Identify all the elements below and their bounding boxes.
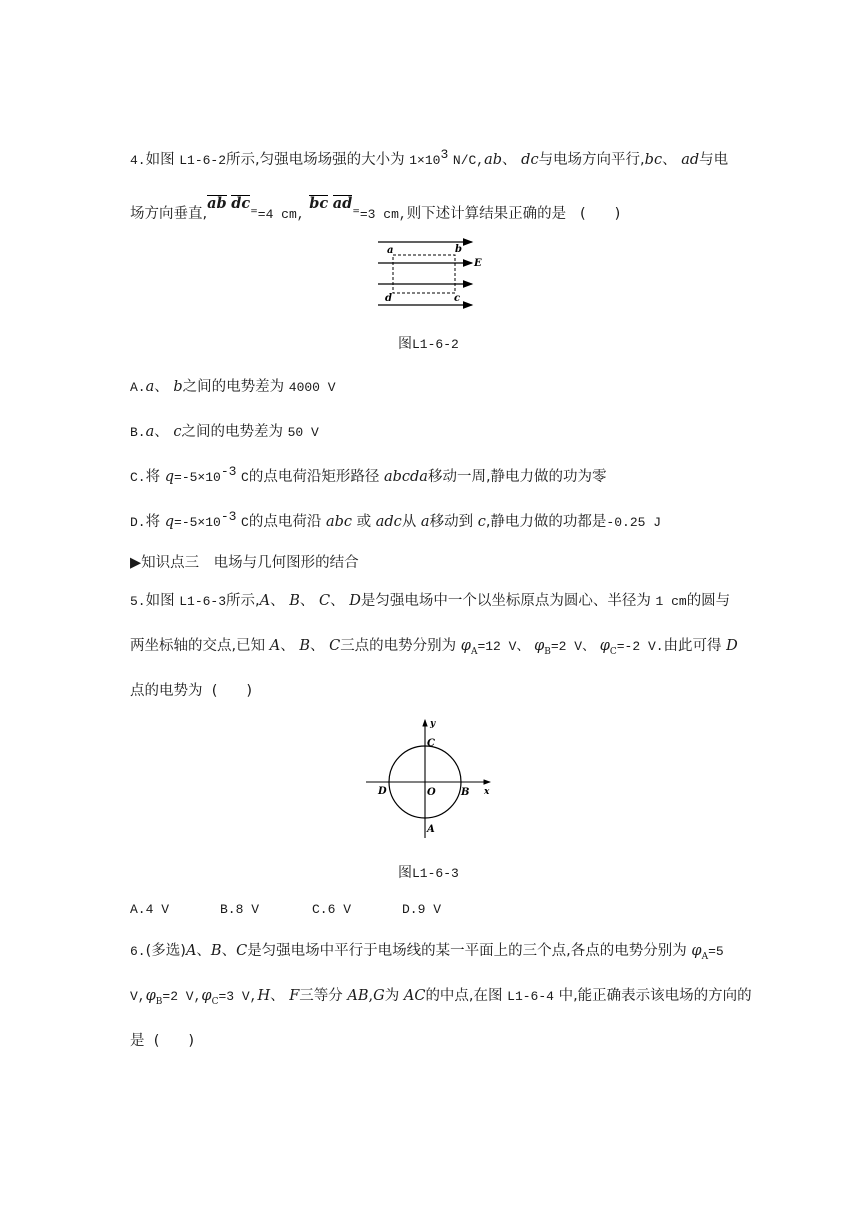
value: =2 V、 [550, 639, 596, 654]
equals: = [250, 207, 258, 217]
segment-label: ab [484, 152, 503, 168]
point: B [299, 638, 310, 654]
question-number: 6. [130, 944, 146, 959]
text: 的点电荷沿矩形路径 [248, 469, 380, 485]
point: c [477, 514, 486, 530]
q6-line-2 [130, 986, 752, 1007]
point: c [173, 424, 182, 440]
caption-number: L1-6-2 [412, 337, 459, 352]
point-label-a: a [387, 245, 394, 256]
q5-option-d: D.9 V [402, 902, 442, 917]
figure-caption [398, 333, 459, 353]
text: 的中点,在图 [425, 988, 503, 1004]
field-magnitude: 1×10 [409, 153, 441, 168]
q5-option-b: B.8 V [220, 902, 260, 917]
text: 与电 [699, 152, 729, 168]
value: 4000 V [288, 380, 336, 395]
text: 为 [384, 988, 400, 1004]
option-label: D. [130, 515, 146, 530]
q5-line-3 [130, 681, 252, 701]
q4-option-b [130, 422, 319, 443]
text: 或 [356, 514, 372, 530]
segment-label: AC [403, 988, 426, 1004]
text: 三等分 [299, 988, 343, 1004]
separator: 、 [270, 593, 285, 609]
q4-line-2 [130, 195, 621, 226]
charge-value: =-5×10 [174, 470, 221, 485]
overline-segment: bc [309, 195, 329, 212]
exponent: 3 [440, 147, 449, 163]
text: 所示,匀强电场场强的大小为 [226, 152, 405, 168]
segment-label: AB [347, 988, 369, 1004]
caption-prefix: 图 [398, 865, 412, 881]
potential-symbol: φ [145, 988, 156, 1004]
point-label-O: O [427, 787, 436, 798]
segment-label: bc [644, 152, 663, 168]
point-label-D: D [378, 786, 387, 797]
subscript: A [470, 646, 478, 657]
text: ,静电力做的功都是 [485, 514, 607, 530]
unit: C [241, 470, 249, 485]
question-number: 5. [130, 594, 146, 609]
text: 移动一周,静电力做的功为零 [427, 469, 607, 485]
unit: C [241, 515, 249, 530]
radius-value: 1 cm [655, 594, 687, 609]
unit: V, [130, 989, 146, 1004]
figure-rectangle-field [370, 234, 490, 314]
caption-number: L1-6-3 [412, 866, 459, 881]
overline-segment: dc [231, 195, 251, 212]
point: B [210, 943, 222, 959]
point: a [145, 424, 155, 440]
figure-reference: L1-6-4 [507, 989, 554, 1004]
point-label-c: c [454, 293, 461, 304]
point: D [726, 638, 738, 654]
value: =3 V, [218, 989, 258, 1004]
separator: , [368, 988, 374, 1004]
text: 是匀强电场中平行于电场线的某一平面上的三个点,各点的电势分别为 [247, 943, 687, 959]
value: =2 V, [162, 989, 202, 1004]
value: =12 V、 [477, 639, 530, 654]
option-label: A. [130, 380, 146, 395]
path-label: abc [325, 514, 353, 530]
question-number: 4. [130, 153, 146, 168]
separator: 、 [309, 638, 325, 654]
dashed-rectangle [393, 255, 455, 293]
separator: 、 [502, 152, 517, 168]
subscript: B [155, 996, 163, 1007]
potential-symbol: φ [201, 988, 212, 1004]
potential-symbol: φ [691, 943, 702, 959]
exponent: -3 [220, 509, 237, 525]
figure-reference: L1-6-2 [179, 153, 227, 168]
separator: 、 [662, 152, 677, 168]
text: 之间的电势差为 [182, 379, 285, 395]
potential-symbol: φ [534, 638, 545, 654]
subscript: B [544, 646, 551, 657]
point: D [349, 593, 361, 609]
subscript: C [609, 646, 617, 657]
point-label-C: C [427, 738, 435, 749]
text: 两坐标轴的交点,已知 [130, 638, 266, 654]
text: 则下述计算结果正确的是 [406, 206, 567, 222]
section-title: 知识点三 电场与几何图形的结合 [141, 555, 359, 571]
point-label-B: B [461, 787, 470, 798]
value: =5 [708, 944, 724, 959]
q6-line-1 [130, 941, 724, 962]
point-label-b: b [455, 244, 462, 255]
text: 是匀强电场中一个以坐标原点为圆心、半径为 [360, 593, 651, 609]
point: C [319, 593, 331, 609]
charge-symbol: q [164, 514, 175, 530]
text: 从 [401, 514, 417, 530]
q4-option-c [130, 464, 607, 488]
subscript: A [701, 951, 709, 962]
path-label: adc [375, 514, 402, 530]
q5-line-1 [130, 591, 730, 612]
section-marker-icon: ▶ [130, 555, 142, 571]
q4-line-1 [130, 147, 729, 171]
value: =-2 V. [616, 639, 664, 654]
text: 将 [145, 469, 161, 485]
q5-line-2 [130, 636, 738, 657]
path-label: abcda [383, 469, 428, 485]
text: 与电场方向平行, [538, 152, 645, 168]
separator: 、 [221, 943, 237, 959]
length-value: =4 cm, [257, 207, 305, 222]
text: 中,能正确表示该电场的方向的 [558, 988, 752, 1004]
separator: 、 [299, 593, 315, 609]
charge-symbol: q [164, 469, 175, 485]
point: C [329, 638, 341, 654]
q4-option-d [130, 509, 662, 533]
figure-circle-axes [362, 714, 498, 840]
q4-option-a [130, 377, 336, 398]
text: 之间的电势差为 [181, 424, 283, 440]
overline-segment: ad [332, 195, 353, 212]
point: A [269, 638, 281, 654]
answer-blank: ( ) [580, 206, 621, 222]
separator: 、 [154, 379, 169, 395]
separator: 、 [196, 943, 211, 959]
separator: 、 [330, 593, 345, 609]
text: 由此可得 [663, 638, 722, 654]
point: F [289, 988, 300, 1004]
text: 的圆与 [686, 593, 731, 609]
point: b [173, 379, 183, 395]
point: A [259, 593, 271, 609]
answer-blank: ( ) [153, 1033, 195, 1049]
point-label-A: A [427, 824, 435, 835]
point-label-d: d [385, 293, 392, 304]
point: H [257, 988, 271, 1004]
q5-option-a: A.4 V [130, 902, 170, 917]
field-label-E: E [474, 258, 482, 269]
point: A [185, 943, 197, 959]
separator: 、 [270, 988, 285, 1004]
point: C [236, 943, 248, 959]
option-label: C. [130, 470, 146, 485]
potential-symbol: φ [599, 638, 610, 654]
figure-caption [398, 862, 459, 882]
length-value: =3 cm, [359, 207, 407, 222]
text: 点的电势为 [130, 683, 203, 699]
axis-label-x: x [484, 787, 490, 797]
separator: 、 [280, 638, 295, 654]
text: 如图 [145, 152, 175, 168]
text: 如图 [145, 593, 175, 609]
answer-blank: ( ) [211, 683, 253, 699]
overline-segment: ab [207, 195, 227, 212]
potential-symbol: φ [460, 638, 471, 654]
option-label: B. [130, 425, 146, 440]
text: 场方向垂直, [130, 206, 208, 222]
separator: 、 [154, 424, 169, 440]
section-header [130, 551, 359, 572]
point: G [373, 988, 385, 1004]
charge-value: =-5×10 [174, 515, 221, 530]
segment-label: dc [521, 152, 539, 168]
text: 的点电荷沿 [248, 514, 322, 530]
equals: = [352, 207, 360, 217]
value: 50 V [287, 425, 319, 440]
segment-label: ad [681, 152, 700, 168]
point: B [289, 593, 300, 609]
text: 移动到 [429, 514, 474, 530]
point: a [145, 379, 155, 395]
text: 所示, [226, 593, 260, 609]
exponent: -3 [220, 464, 237, 480]
subscript: C [211, 996, 219, 1007]
multi-select-tag: (多选) [145, 943, 186, 959]
q5-option-c: C.6 V [312, 902, 352, 917]
figure-reference: L1-6-3 [179, 594, 227, 609]
text: 三点的电势分别为 [340, 638, 457, 654]
text: 将 [145, 514, 161, 530]
value: -0.25 J [606, 515, 662, 530]
point: a [420, 514, 430, 530]
text: 是 [130, 1033, 145, 1049]
q6-line-3 [130, 1031, 194, 1051]
unit: N/C, [452, 153, 485, 168]
axis-label-y: y [430, 719, 436, 729]
caption-prefix: 图 [398, 336, 412, 352]
